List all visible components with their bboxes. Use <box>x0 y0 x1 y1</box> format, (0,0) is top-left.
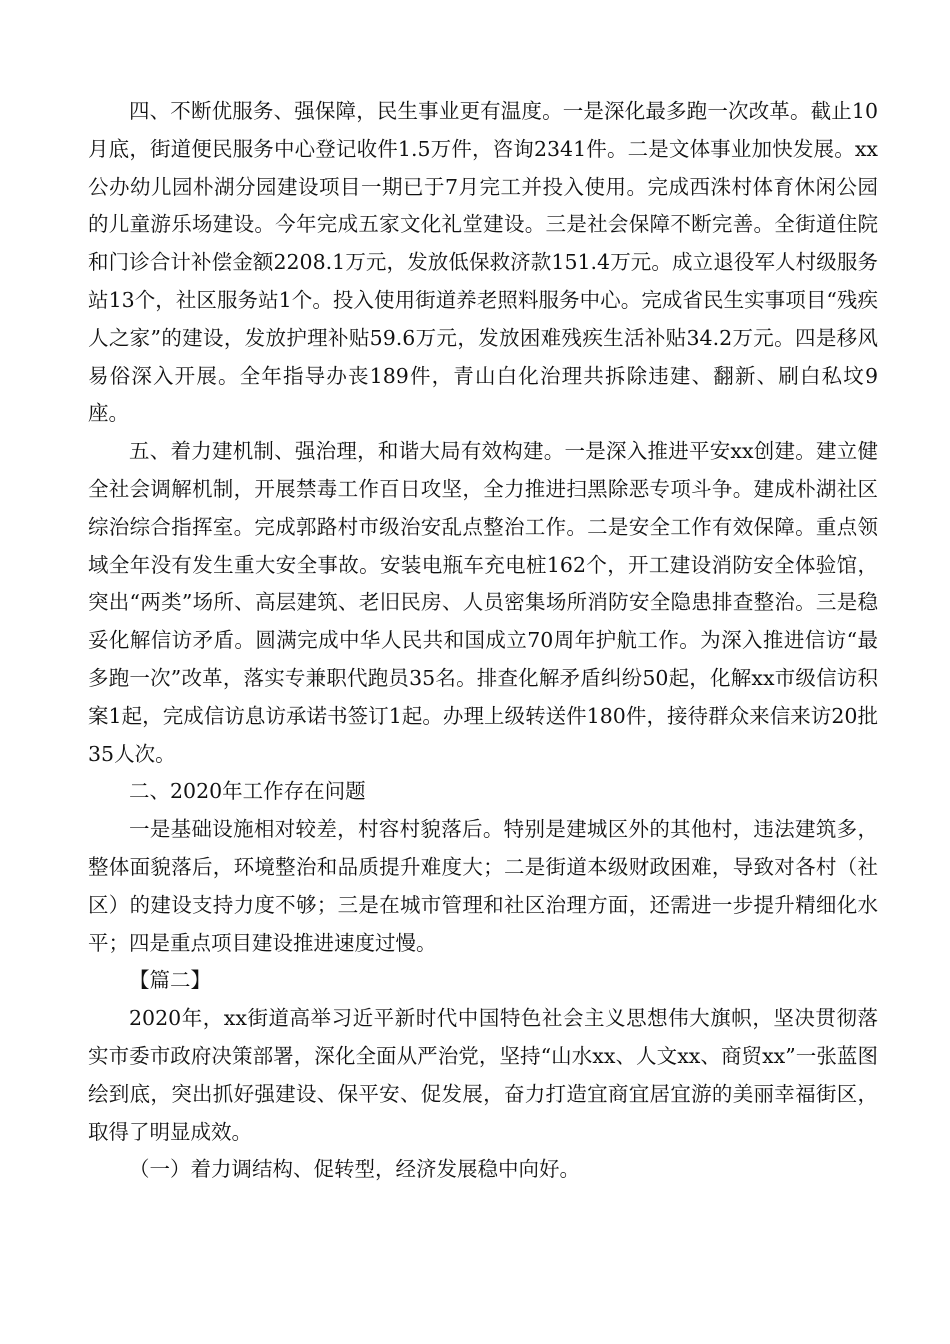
paragraph-livelihood: 四、不断优服务、强保障，民生事业更有温度。一是深化最多跑一次改革。截止10月底，街道便民服务中心登记收件1.5万件，咨询2341件。二是文体事业加快发展。xx公办幼儿园朴湖分园建设项目一期已于7月完工并投入使用。完成西洙村体育休闲公园的儿童游乐场建设。今年完成五家文化礼堂建设。三是社会保障不断完善。全街道住院和门诊合计补偿金额2208.1万元，发放低保救济款151.4万元。成立退役军人村级服务站13个，社区服务站1个。投入使用街道养老照料服务中心。完成省民生实事项目“残疾人之家”的建设，发放护理补贴59.6万元，发放困难残疾生活补贴34.2万元。四是移风易俗深入开展。全年指导办丧189件，青山白化治理共拆除违建、翻新、刷白私坟9座。 <box>88 99 878 426</box>
document-body <box>88 93 878 1189</box>
part-heading: 【篇二】 <box>129 968 211 993</box>
paragraph-overview: 2020年，xx街道高举习近平新时代中国特色社会主义思想伟大旗帜，坚决贯彻落实市委市政府决策部署，深化全面从严治党，坚持“山水xx、人文xx、商贸xx”一张蓝图绘到底，突出抓好强建设、保平安、促发展，奋力打造宜商宜居宜游的美丽幸福街区，取得了明显成效。 <box>88 1006 878 1144</box>
section-heading-problems: 二、2020年工作存在问题 <box>129 779 366 804</box>
subsection-heading-economy: （一）着力调结构、促转型，经济发展稳中向好。 <box>129 1157 580 1182</box>
paragraph-problems: 一是基础设施相对较差，村容村貌落后。特别是建城区外的其他村，违法建筑多，整体面貌落后，环境整治和品质提升难度大；二是街道本级财政困难，导致对各村（社区）的建设支持力度不够；三是在城市管理和社区治理方面，还需进一步提升精细化水平；四是重点项目建设推进速度过慢。 <box>88 817 878 955</box>
paragraph-governance: 五、着力建机制、强治理，和谐大局有效构建。一是深入推进平安xx创建。建立健全社会调解机制，开展禁毒工作百日攻坚，全力推进扫黑除恶专项斗争。建成朴湖社区综治综合指挥室。完成郭路村市级治安乱点整治工作。二是安全工作有效保障。重点领域全年没有发生重大安全事故。安装电瓶车充电桩162个，开工建设消防安全体验馆，突出“两类”场所、高层建筑、老旧民房、人员密集场所消防安全隐患排查整治。三是稳妥化解信访矛盾。圆满完成中华人民共和国成立70周年护航工作。为深入推进信访“最多跑一次”改革，落实专兼职代跑员35名。排查化解矛盾纠纷50起，化解xx市级信访积案1起，完成信访息访承诺书签订1起。办理上级转送件180件，接待群众来信来访20批35人次。 <box>88 439 878 766</box>
